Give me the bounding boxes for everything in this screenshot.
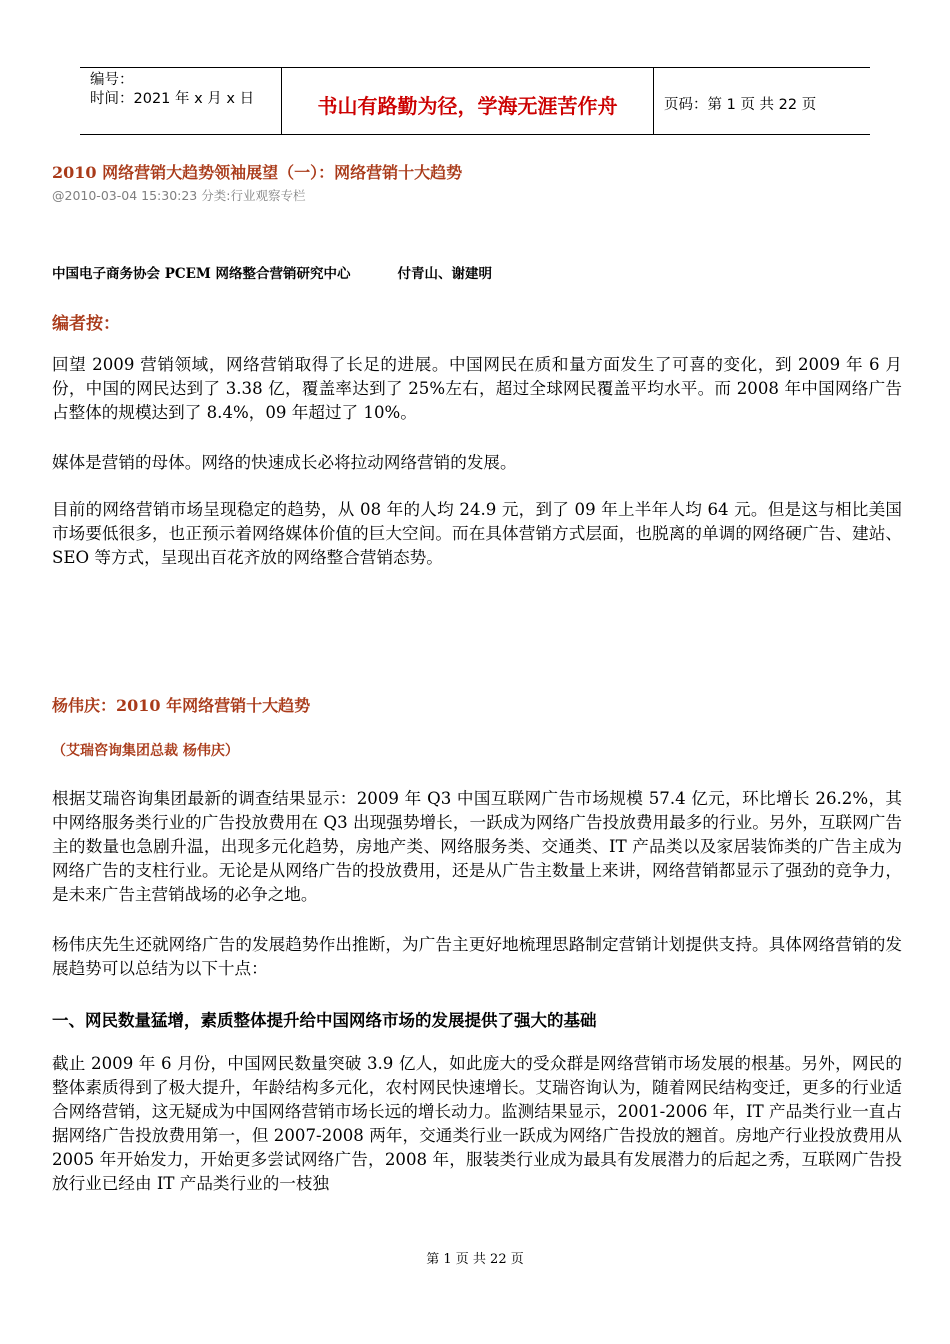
time-label: 时间：2021 年 x 月 x 日: [90, 91, 255, 107]
paragraph-3: 目前的网络营销市场呈现稳定的趋势，从 08 年的人均 24.9 元，到了 09 年上半年人均 64 元。但是这与相比美国市场要低很多，也正预示着网络媒体价值的巨大空间。而在具体营销方式层面，也脱离的单调的网络硬广告、建站、SEO 等方式，呈现出百花齐放的网络整合营销态势。: [52, 500, 902, 567]
number-label: 编号：: [90, 72, 134, 88]
paragraph-5: 杨伟庆先生还就网络广告的发展趋势作出推断，为广告主更好地梳理思路制定营销计划提供支持。具体网络营销的发展趋势可以总结为以下十点：: [52, 935, 902, 978]
section-title: 杨伟庆：2010 年网络营销十大趋势: [52, 696, 311, 715]
article-meta: @2010-03-04 15:30:23 分类:行业观察专栏: [52, 188, 306, 203]
article-title: 2010 网络营销大趋势领袖展望（一）：网络营销十大趋势: [52, 163, 463, 182]
editor-note-label: 编者按：: [52, 314, 120, 334]
motto: 书山有路勤为径，学海无涯苦作舟: [282, 68, 654, 134]
page-footer: 第 1 页 共 22 页: [426, 1252, 524, 1267]
paragraph-6: 截止 2009 年 6 月份，中国网民数量突破 3.9 亿人，如此庞大的受众群是网络营销市场发展的根基。另外，网民的整体素质得到了极大提升，年龄结构多元化，农村网民快速增长。艾瑞咨询认为，随着网民结构变迁，更多的行业适合网络营销，这无疑成为中国网络营销市场长远的增长动力。监测结果显示，2001-2006 年，IT 产品类行业一直占据网络广告投放费用第一，但 2007-2008 两年，交通类行业一跃成为网络广告投放的翘首。房地产行业投放费用从 2005 年开始发力，开始更多尝试网络广告，2008 年，服装类行业成为最具有发展潜力的后起之秀，互联网广告投放行业已经由 IT 产品类行业的一枝独: [52, 1054, 902, 1193]
section-author: （艾瑞咨询集团总裁 杨伟庆）: [52, 743, 239, 759]
page-info: 页码：第 1 页 共 22 页: [664, 96, 817, 113]
document-header: [80, 67, 870, 135]
header-info-cell: [80, 68, 282, 134]
article-org: 中国电子商务协会 PCEM 网络整合营销研究中心 付青山、谢建明: [52, 266, 493, 282]
paragraph-1: 回望 2009 营销领域，网络营销取得了长足的进展。中国网民在质和量方面发生了可喜的变化，到 2009 年 6 月份，中国的网民达到了 3.38 亿，覆盖率达到了 25%左右，超过全球网民覆盖平均水平。而 2008 年中国网络广告占整体的规模达到了 8.4%，09 年超过了 10%。: [52, 355, 902, 422]
paragraph-4: 根据艾瑞咨询集团最新的调查结果显示：2009 年 Q3 中国互联网广告市场规模 57.4 亿元，环比增长 26.2%，其中网络服务类行业的广告投放费用在 Q3 出现强势增长，一跃成为网络广告投放费用最多的行业。另外，互联网广告主的数量也急剧升温，出现多元化趋势，房地产类、网络服务类、交通类、IT 产品类以及家居装饰类的广告主成为网络广告的支柱行业。无论是从网络广告的投放费用，还是从广告主数量上来讲，网络营销都显示了强劲的竞争力，是未来广告主营销战场的必争之地。: [52, 789, 902, 904]
heading-1: 一、网民数量猛增，素质整体提升给中国网络市场的发展提供了强大的基础: [52, 1011, 597, 1030]
paragraph-2: 媒体是营销的母体。网络的快速成长必将拉动网络营销的发展。: [52, 453, 517, 472]
